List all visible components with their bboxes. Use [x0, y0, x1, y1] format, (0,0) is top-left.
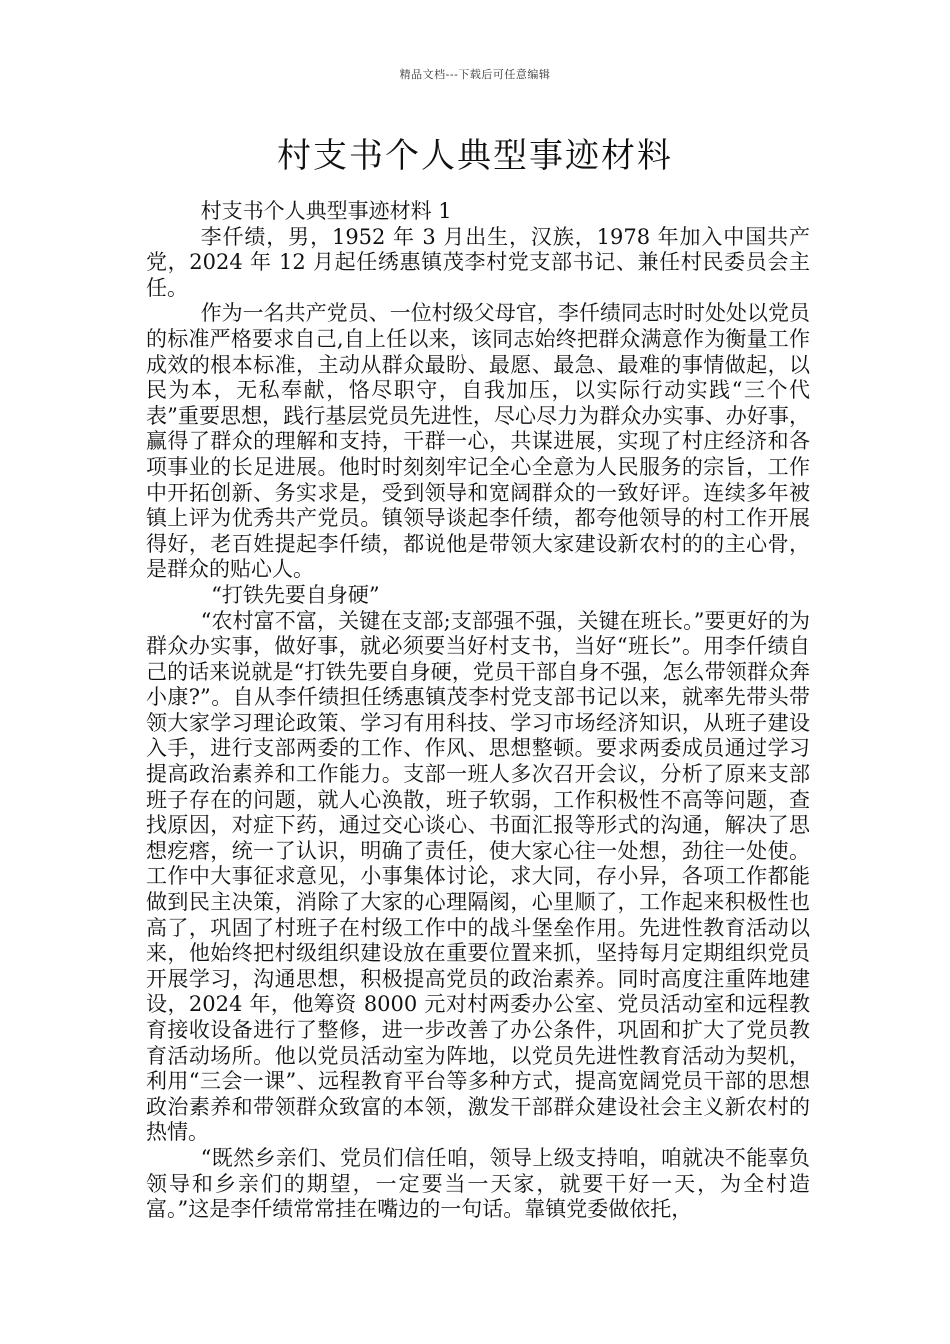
- paragraph-commitment: “既然乡亲们、党员们信任咱，领导上级支持咱，咱就决不能辜负领导和乡亲们的期望，一定要当一天家，就要干好一天，为全村造富。”这是李仟绩常常挂在嘴边的一句话。靠镇党委做依托，: [146, 1145, 810, 1222]
- document-body: [146, 199, 810, 1223]
- section-heading: “打铁先要自身硬”: [211, 582, 380, 607]
- paragraph-leadership: “农村富不富，关键在支部;支部强不强，关键在班长。”要更好的为群众办实事，做好事，就必须要当好村支书，当好“班长”。用李仟绩自己的话来说就是“打铁先要自身硬，党员干部自身不强，怎么带领群众奔小康?”。自从李仟绩担任绣惠镇茂李村党支部书记以来，就率先带头带领大家学习理论政策、学习有用科技、学习市场经济知识，从班子建设入手，进行支部两委的工作、作风、思想整顿。要求两委成员通过学习提高政治素养和工作能力。支部一班人多次召开会议，分析了原来支部班子存在的问题，就人心涣散，班子软弱，工作积极性不高等问题，查找原因，对症下药，通过交心谈心、书面汇报等形式的沟通，解决了思想疙瘩，统一了认识，明确了责任，使大家心往一处想，劲往一处使。工作中大事征求意见，小事集体讨论，求大同，存小异，各项工作都能做到民主决策，消除了大家的心理隔阂，心里顺了，工作起来积极性也高了，巩固了村班子在村级工作中的战斗堡垒作用。先进性教育活动以来，他始终把村级组织建设放在重要位置来抓，坚持每月定期组织党员开展学习，沟通思想，积极提高党员的政治素养。同时高度注重阵地建设，2024 年，他筹资 8000 元对村两委办公室、党员活动室和远程教育接收设备进行了整修，进一步改善了办公条件，巩固和扩大了党员教育活动场所。他以党员活动室为阵地，以党员先进性教育活动为契机，利用“三会一课”、远程教育平台等多种方式，提高宽阔党员干部的思想政治素养和带领群众致富的本领，激发干部群众建设社会主义新农村的热情。: [146, 608, 810, 1145]
- paragraph-overview: 作为一名共产党员、一位村级父母官，李仟绩同志时时处处以党员的标准严格要求自己,自上任以来，该同志始终把群众满意作为衡量工作成效的根本标准，主动从群众最盼、最愿、最急、最难的事情做起，以民为本，无私奉献，恪尽职守，自我加压，以实际行动实践“三个代表”重要思想，践行基层党员先进性，尽心尽力为群众办实事、办好事，赢得了群众的理解和支持，干群一心，共谋进展，实现了村庄经济和各项事业的长足进展。他时时刻刻牢记全心全意为人民服务的宗旨，工作中开拓创新、务实求是，受到领导和宽阔群众的一致好评。连续多年被镇上评为优秀共产党员。镇领导谈起李仟绩，都夸他领导的村工作开展得好，老百姓提起李仟绩，都说他是带领大家建设新农村的的主心骨，是群众的贴心人。: [146, 301, 810, 582]
- document-title: 村支书个人典型事迹材料: [277, 136, 673, 176]
- document-subtitle: 村支书个人典型事迹材料 1: [200, 199, 452, 223]
- paragraph-biography: 李仟绩，男，1952 年 3 月出生，汉族，1978 年加入中国共产党，2024 年 12 月起任绣惠镇茂李村党支部书记、兼任村民委员会主任。: [146, 224, 810, 300]
- page-header-note: 精品文档---下载后可任意编辑: [399, 68, 551, 81]
